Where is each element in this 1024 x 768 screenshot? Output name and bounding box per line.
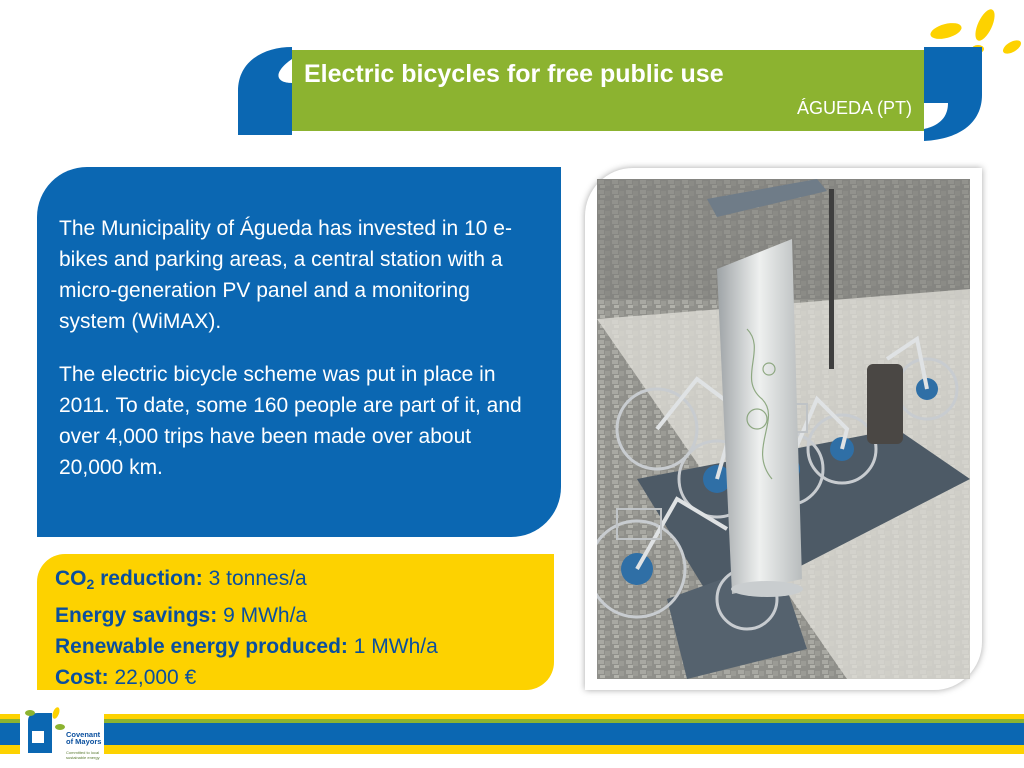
title-banner xyxy=(292,50,924,131)
renewable-energy-value: 1 MWh/a xyxy=(347,635,438,658)
description-paragraph-2: The electric bicycle scheme was put in place in 2011. To date, some 160 people are part of it, and over 4,000 trips have been made over about 20,000 km. xyxy=(59,363,522,479)
description-paragraph-1: The Municipality of Águeda has invested in 10 e-bikes and parking areas, a central station with a micro-generation PV panel and a monitoring system (WiMAX). xyxy=(59,217,512,333)
energy-savings-label: Energy savings: xyxy=(55,604,218,627)
facts-panel xyxy=(37,554,554,690)
covenant-of-mayors-logo xyxy=(20,703,104,765)
page-title: Electric bicycles for free public use xyxy=(304,60,724,88)
co2-label: $CO_2$ reduction: xyxy=(55,567,203,592)
logo-tagline: Committed to local sustainable energy xyxy=(66,750,100,760)
ebike-station-photo xyxy=(597,179,970,679)
co2-value: 3 tonnes/a xyxy=(202,567,307,590)
co2-fact xyxy=(55,563,554,600)
covenant-logo-icon xyxy=(22,707,66,759)
energy-savings-value: 9 MWh/a xyxy=(217,604,308,627)
logo-wordmark: Covenant of Mayors xyxy=(66,730,102,746)
photo-frame xyxy=(585,168,982,690)
energy-savings-fact xyxy=(55,600,554,631)
cost-fact xyxy=(55,662,554,693)
footer-stripes xyxy=(0,714,1024,754)
renewable-energy-label: Renewable energy produced: xyxy=(55,635,348,658)
renewable-energy-fact xyxy=(55,631,554,662)
location-subtitle: ÁGUEDA (PT) xyxy=(796,98,912,118)
description-panel xyxy=(37,167,561,537)
right-quote-icon xyxy=(922,45,984,143)
cost-value: 22,000 € xyxy=(108,666,197,689)
left-quote-icon xyxy=(236,45,294,137)
cost-label: Cost: xyxy=(55,666,109,689)
